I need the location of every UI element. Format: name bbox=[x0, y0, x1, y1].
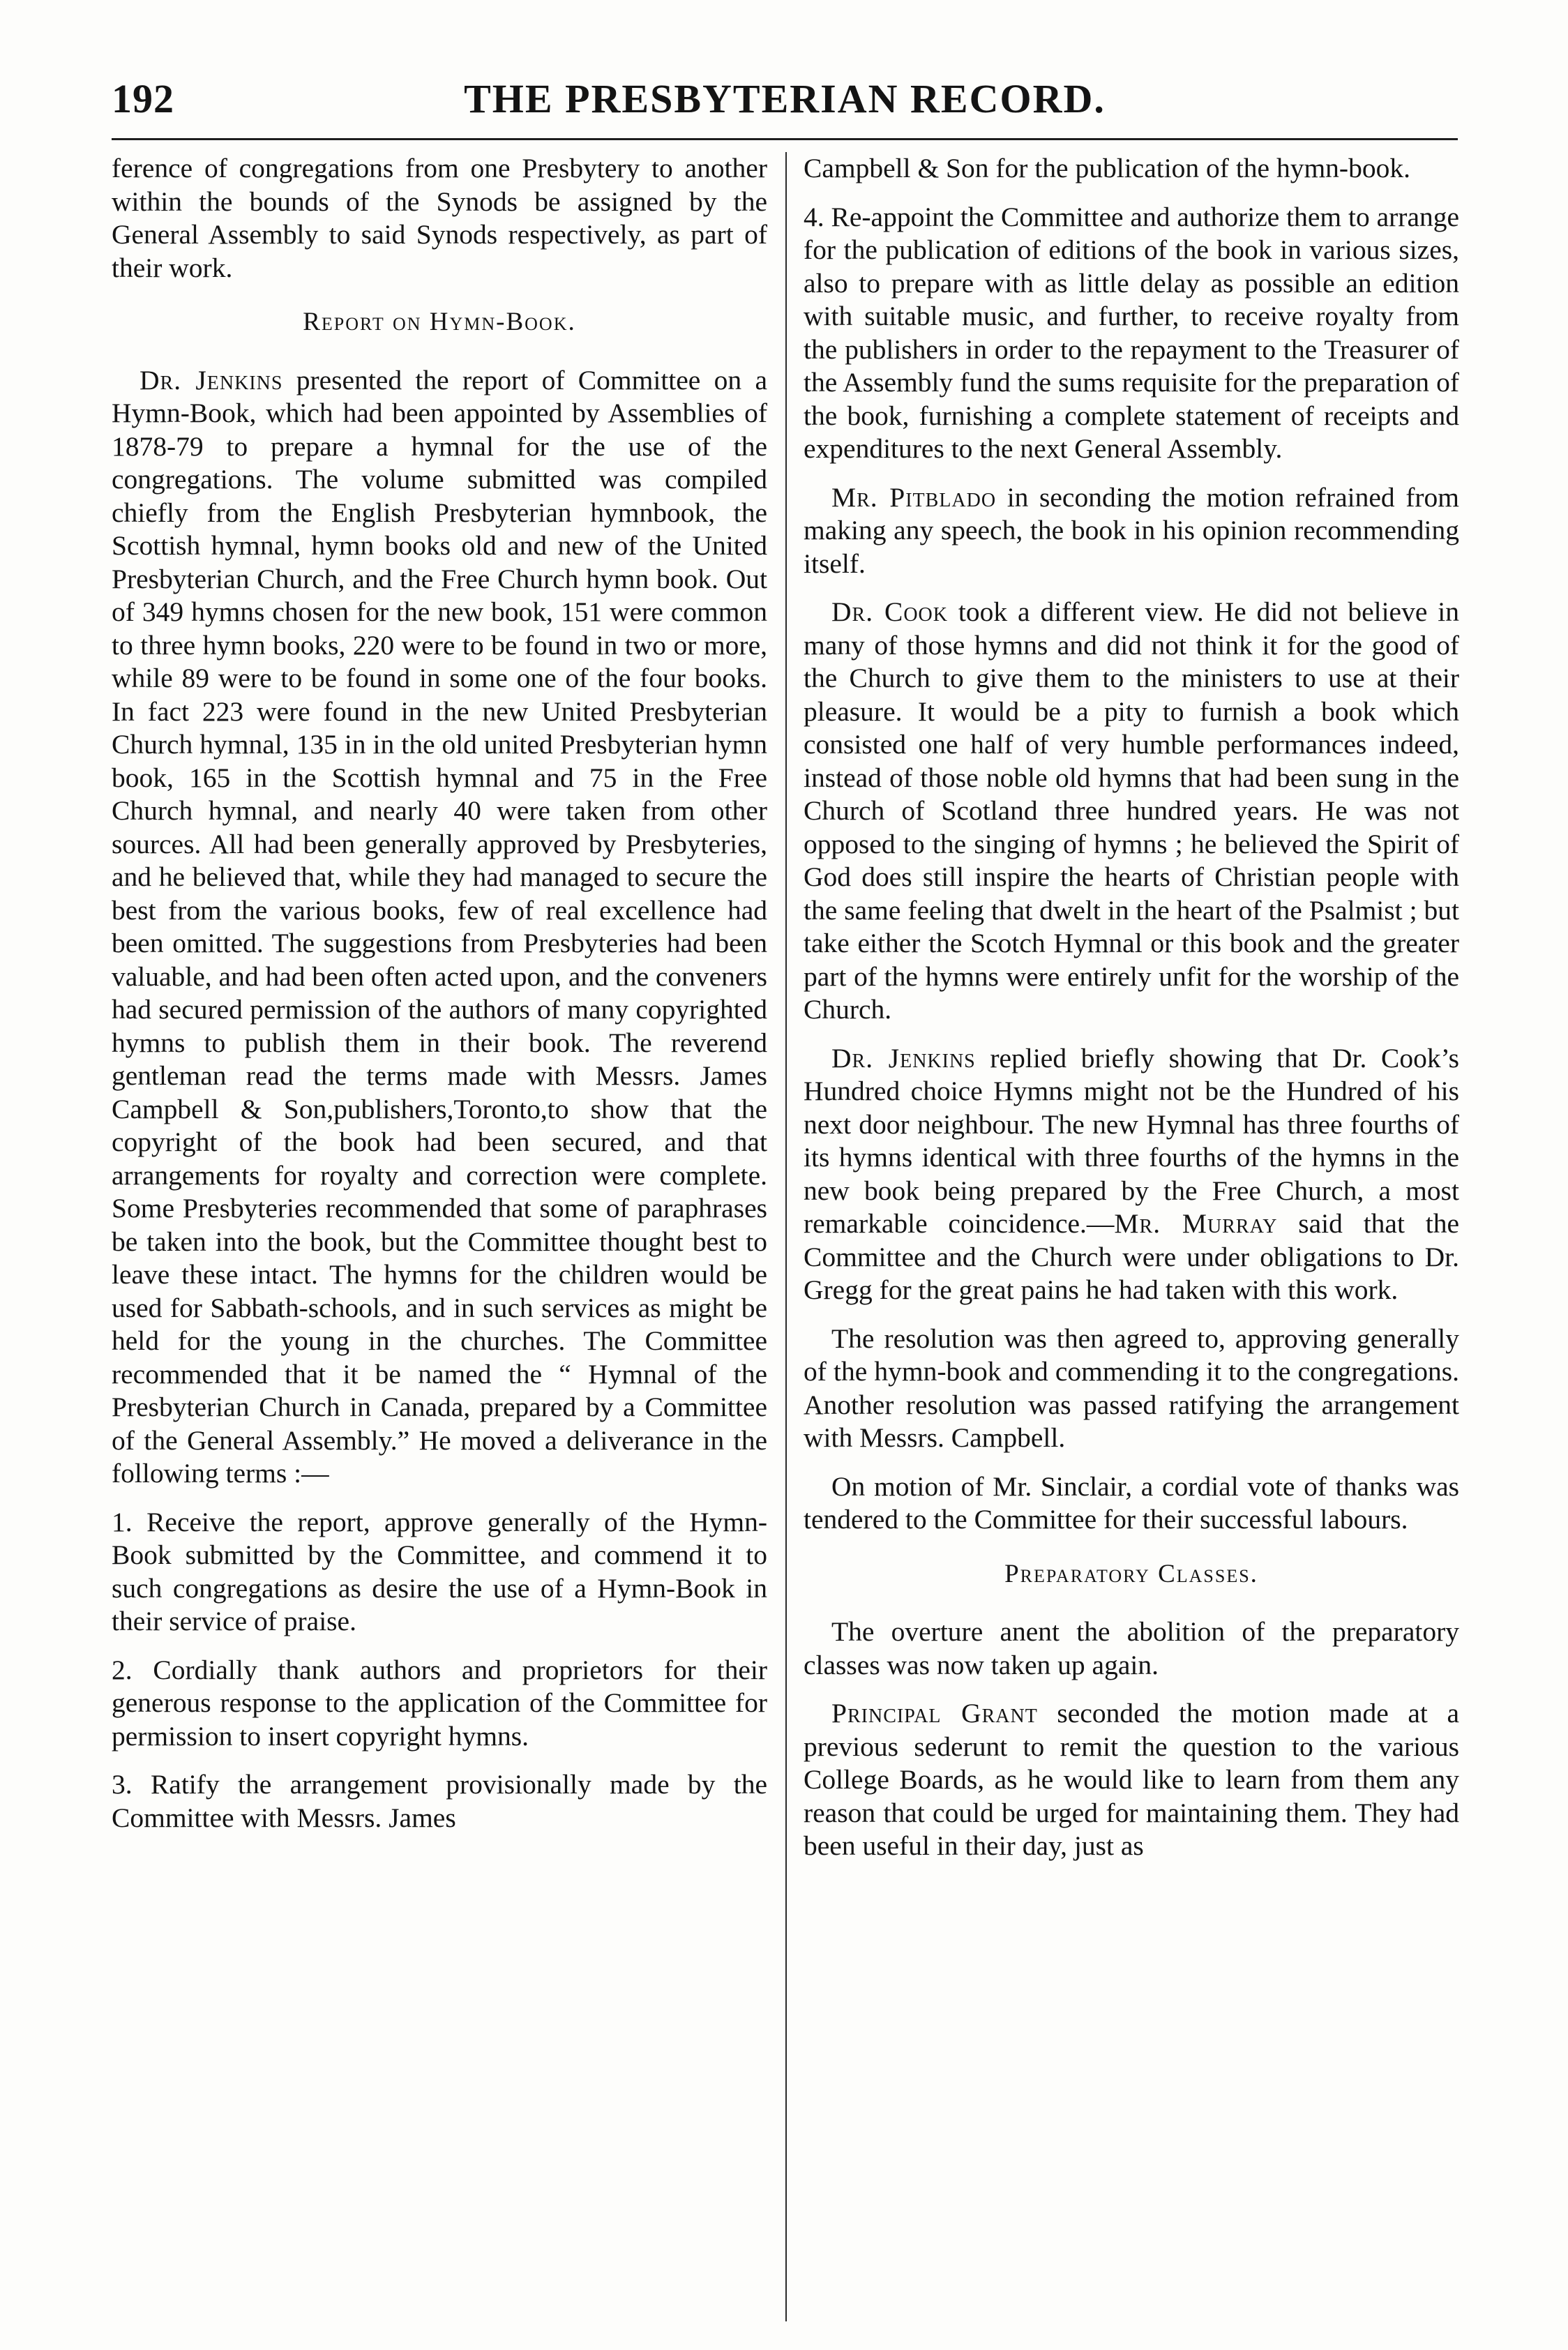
paragraph-text: said that the Committee and the Church were under obligations to Dr. Gregg for the great pains he had taken with this work. bbox=[804, 1208, 1459, 1305]
speaker-name: Principal Grant bbox=[831, 1698, 1038, 1728]
paragraph bbox=[804, 596, 1459, 1027]
left-column bbox=[112, 152, 767, 2321]
page-header bbox=[112, 75, 1458, 140]
right-column bbox=[804, 152, 1459, 2321]
speaker-name: Dr. Jenkins bbox=[831, 1042, 976, 1074]
paragraph-text: presented the report of Committee on a Hymn-Book, which had been appointed by Assemblies of 1878-79 to prepare a hymnal for the use of the congregations. The volume submitted was compiled chiefly from the English Presbyterian hymnbook, the Scottish hymnal, hymn books old and new of the United Presbyterian Church, and the Free Church hymn book. Out of 349 hymns chosen for the new book, 151 were common to three hymn books, 220 were to be found in two or more, while 89 were to be found in some one of the four books. In fact 223 were found in the new United Presbyterian Church hymnal, 135 in in the old united Presbyterian hymn book, 165 in the Scottish hymnal and 75 in the Free Church hymnal, and nearly 40 were taken from other sources. All had been generally approved by Presbyteries, and he believed that, while they had managed to secure the best from the various books, few of real excellence had been omitted. The suggestions from Presbyteries had been valuable, and had been often acted upon, and the conveners had secured permission of the authors of many copyrighted hymns to publish them in their book. The reverend gentleman read the terms made with Messrs. James Campbell & Son,publishers,Toronto,to show that the copyright of the book had been secured, and that arrangements for royalty and correction were complete. Some Presbyteries recommended that some of paraphrases be taken into the book, but the Committee thought best to leave these intact. The hymns for the children would be used for Sabbath-schools, and in such services as might be held for the young in the churches. The Committee recommended that it be named the “ Hymnal of the Presbyterian Church in Canada, prepared by a Committee of the General Assembly.” He moved a deliverance in the following terms :— bbox=[112, 364, 767, 1489]
list-item: 2. Cordially thank authors and proprietors for their generous response to the application of the Committee for permission to insert copyright hymns. bbox=[112, 1654, 767, 1752]
speaker-name: Mr. Pitblado bbox=[831, 481, 997, 513]
paragraph: On motion of Mr. Sinclair, a cordial vote of thanks was tendered to the Committee for their successful labours. bbox=[804, 1470, 1459, 1535]
paragraph: ference of congregations from one Presbytery to another within the bounds of the Synods be assigned by the General Assembly to said Synods respectively, as part of their work. bbox=[112, 153, 767, 283]
paragraph: The overture anent the abolition of the preparatory classes was now taken up again. bbox=[804, 1616, 1459, 1680]
speaker-name: Dr. Jenkins bbox=[140, 364, 283, 396]
paragraph-text: seconded the motion made at a previous sederunt to remit the question to the various College Boards, as he would like to learn from them any reason that could be urged for maintaining them. They had been useful in their day, just as bbox=[804, 1698, 1459, 1861]
paragraph-text: in seconding the motion refrained from making any speech, the book in his opinion recommending itself. bbox=[804, 481, 1459, 579]
speaker-name: Dr. Cook bbox=[831, 596, 948, 627]
paragraph-text: replied briefly showing that Dr. Cook’s Hundred choice Hymns might not be the Hundred of his next door neighbour. The new Hymnal has three fourths of its hymns identical with three fourths of the hymns in the new book being prepared by the Free Church, a most remarkable coincidence.— bbox=[804, 1042, 1459, 1239]
paragraph: The resolution was then agreed to, approving generally of the hymn-book and commending it to the congregations. Another resolution was passed ratifying the arrangement with Messrs. Campbell. bbox=[804, 1323, 1459, 1453]
running-title: THE PRESBYTERIAN RECORD. bbox=[464, 76, 1106, 121]
paragraph: Campbell & Son for the publication of the hymn-book. bbox=[804, 153, 1410, 183]
section-heading: Report on Hymn-Book. bbox=[303, 308, 576, 336]
list-item: 3. Ratify the arrangement provisionally made by the Committee with Messrs. James bbox=[112, 1769, 767, 1833]
list-item: 1. Receive the report, approve generally of the Hymn-Book submitted by the Committee, and commend it to such congregations as desire the use of a Hymn-Book in their service of praise. bbox=[112, 1506, 767, 1636]
paragraph bbox=[804, 1042, 1459, 1307]
paragraph bbox=[804, 481, 1459, 581]
paragraph-text: took a different view. He did not believe in many of those hymns and did not think it for the good of the Church to give them to the ministers to use at their pleasure. It would be a pity to furnish a book which consisted one half of very humble performances indeed, instead of those noble old hymns that had been sung in the Church of Scotland three hundred years. He was not opposed to the singing of hymns ; he believed the Spirit of God does still inspire the hearts of Christian people with the same feeling that dwelt in the heart of the Psalmist ; but take either the Scotch Hymnal or this book and the greater part of the hymns were entirely unfit for the worship of the Church. bbox=[804, 596, 1459, 1025]
list-item: 4. Re-appoint the Committee and authorize them to arrange for the publication of editions of the book in various sizes, also to prepare with as little delay as possible an edition with suitable music, and further, to receive royalty from the publishers in order to the repayment to the Treasurer of the Assembly fund the sums requisite for the preparation of the book, furnishing a complete statement of receipts and expenditures to the next General Assembly. bbox=[804, 201, 1459, 464]
section-heading: Preparatory Classes. bbox=[1004, 1559, 1258, 1588]
speaker-name: Mr. Murray bbox=[1114, 1208, 1278, 1239]
column-divider bbox=[785, 152, 787, 2321]
paragraph bbox=[112, 364, 767, 1491]
paragraph bbox=[804, 1697, 1459, 1863]
page-number: 192 bbox=[112, 76, 174, 121]
